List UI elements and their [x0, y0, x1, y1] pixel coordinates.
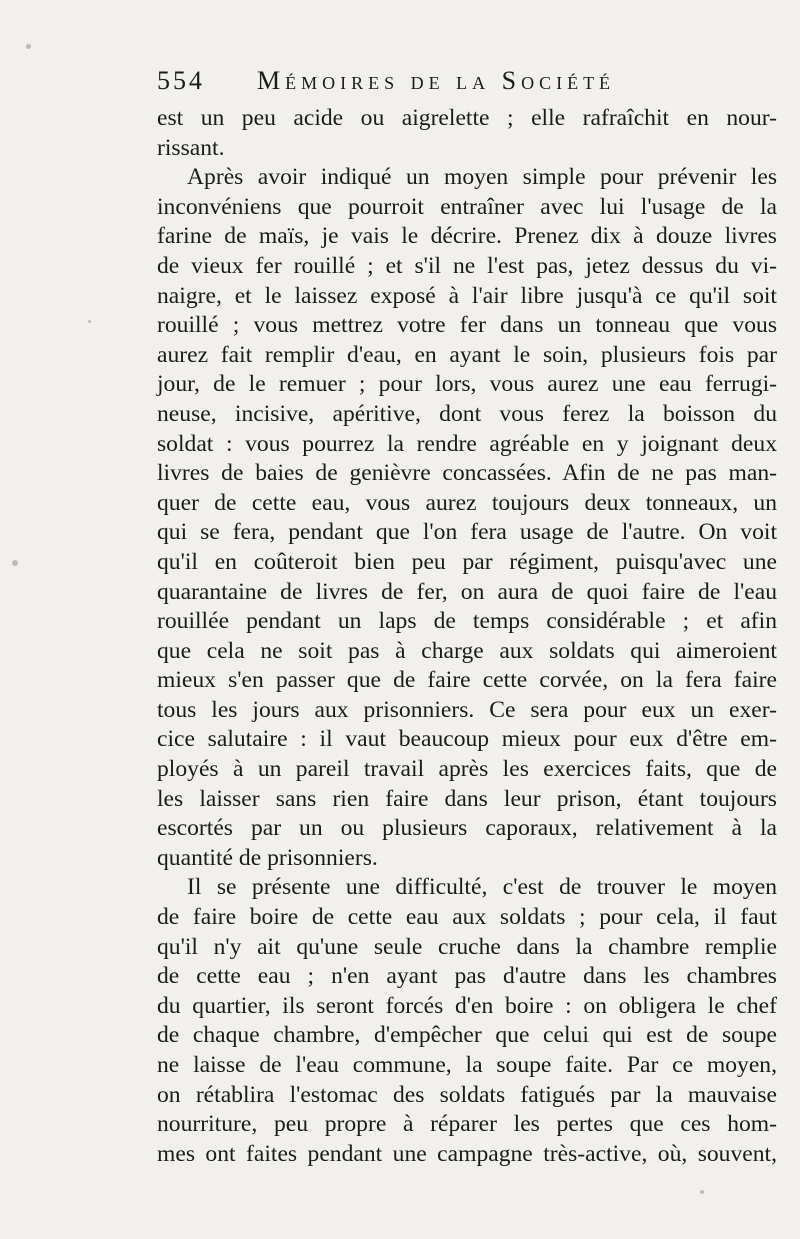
page-number: 554: [157, 66, 205, 95]
text-line: escortés par un ou plusieurs caporaux, relativement à la: [157, 815, 777, 842]
text-line: de cette eau ; n'en ayant pas d'autre dans les chambres: [157, 963, 777, 990]
text-line: ne laisse de l'eau commune, la soupe faite. Par ce moyen,: [157, 1052, 777, 1078]
text-line: soldat : vous pourrez la rendre agréable en y joignant deux: [157, 430, 777, 457]
text-line: rissant.: [157, 134, 225, 161]
text-line: jour, de le remuer ; pour lors, vous aurez une eau ferrugi-: [157, 371, 777, 398]
text-line: du quartier, ils seront forcés d'en boire : on obligera le chef: [157, 992, 777, 1019]
paper-speck: [26, 44, 31, 49]
text-line: naigre, et le laissez exposé à l'air libre jusqu'à ce qu'il soit: [157, 282, 777, 309]
text-line: neuse, incisive, apéritive, dont vous ferez la boisson du: [157, 400, 777, 427]
text-line: rouillée pendant un laps de temps considérable ; et afin: [157, 608, 777, 635]
text-line: aurez fait remplir d'eau, en ayant le soin, plusieurs fois par: [157, 341, 777, 368]
text-line: rouillé ; vous mettrez votre fer dans un tonneau que vous: [157, 312, 777, 339]
text-line: cice salutaire : il vaut beaucoup mieux pour eux d'être em-: [157, 726, 777, 753]
text-line: les laisser sans rien faire dans leur prison, étant toujours: [157, 785, 777, 812]
text-line: mieux s'en passer que de faire cette corvée, on la fera faire: [157, 667, 777, 694]
paper-speck: [700, 1190, 704, 1194]
text-line: que cela ne soit pas à charge aux soldats qui aimeroient: [157, 637, 777, 664]
text-line: farine de maïs, je vais le décrire. Prenez dix à douze livres: [157, 223, 777, 250]
text-line: Après avoir indiqué un moyen simple pour prévenir les: [187, 164, 777, 191]
text-line: qui se fera, pendant que l'on fera usage de l'autre. On voit: [157, 519, 777, 546]
text-line: quarantaine de livres de fer, on aura de quoi faire de l'eau: [157, 578, 777, 605]
text-line: on rétablira l'estomac des soldats fatigués par la mauvaise: [157, 1081, 777, 1108]
text-line: inconvéniens que pourroit entraîner avec lui l'usage de la: [157, 193, 777, 220]
text-line: mes ont faites pendant une campagne très-active, où, souvent,: [157, 1140, 777, 1167]
text-line: qu'il n'y ait qu'une seule cruche dans la chambre remplie: [157, 933, 777, 960]
paper-speck: [88, 320, 91, 323]
text-line: quantité de prisonniers.: [157, 844, 378, 871]
text-line: de faire boire de cette eau aux soldats ; pour cela, il faut: [157, 904, 777, 931]
paper-speck: [12, 560, 18, 566]
text-line: ployés à un pareil travail après les exercices faits, que de: [157, 756, 777, 783]
text-line: tous les jours aux prisonniers. Ce sera pour eux un exer-: [157, 696, 777, 723]
text-line: qu'il en coûteroit bien peu par régiment, puisqu'avec une: [157, 548, 777, 575]
text-line: quer de cette eau, vous aurez toujours deux tonneaux, un: [157, 489, 777, 516]
text-line: de vieux fer rouillé ; et s'il ne l'est pas, jetez dessus du vi-: [157, 252, 777, 279]
running-head: Mémoires de la Société: [257, 66, 616, 95]
page-header: [157, 66, 757, 106]
text-line: Il se présente une difficulté, c'est de trouver le moyen: [187, 874, 777, 901]
text-line: est un peu acide ou aigrelette ; elle rafraîchit en nour-: [157, 105, 777, 131]
text-line: livres de baies de genièvre concassées. Afin de ne pas man-: [157, 460, 777, 487]
text-line: de chaque chambre, d'empêcher que celui qui est de soupe: [157, 1022, 777, 1049]
body-text: [157, 104, 777, 1169]
text-line: nourriture, peu propre à réparer les pertes que ces hom-: [157, 1111, 777, 1138]
